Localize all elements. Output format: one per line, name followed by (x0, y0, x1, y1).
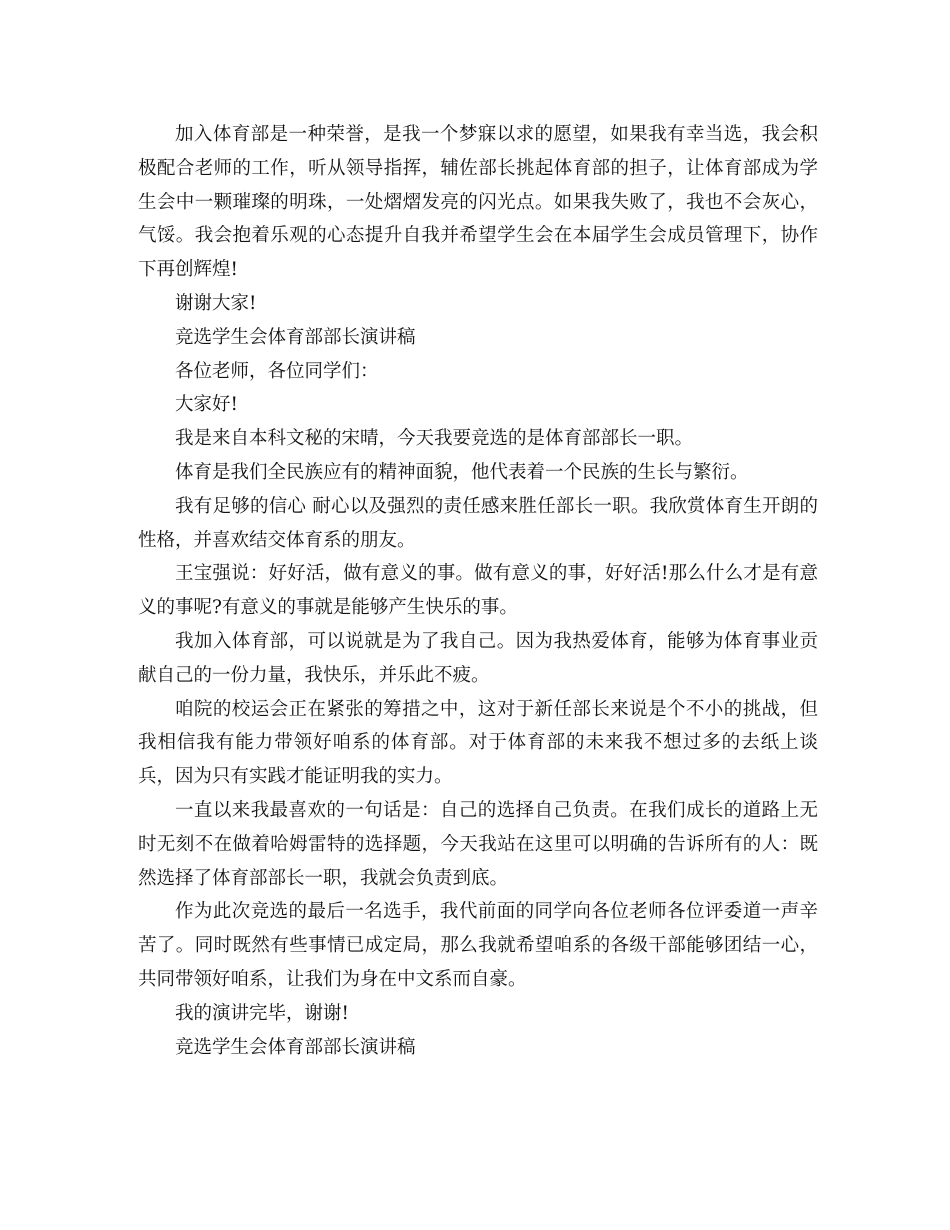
paragraph-13: 作为此次竞选的最后一名选手，我代前面的同学向各位老师各位评委道一声辛苦了。同时既然有些事情已成定局，那么我就希望咱系的各级干部能够团结一心，共同带领好咱系，让我们为身在中文系而自豪。 (138, 901, 818, 990)
paragraph-15: 竞选学生会体育部部长演讲稿 (175, 1036, 416, 1058)
paragraph-1: 加入体育部是一种荣誉，是我一个梦寐以求的愿望，如果我有幸当选，我会积极配合老师的工作，听从领导指挥，辅佐部长挑起体育部的担子，让体育部成为学生会中一颗璀璨的明珠，一处熠熠发亮的闪光点。如果我失败了，我也不会灰心，气馁。我会抱着乐观的心态提升自我并希望学生会在本届学生会成员管理下，协作下再创辉煌! (138, 124, 818, 281)
paragraph-7: 体育是我们全民族应有的精神面貌，他代表着一个民族的生长与繁衍。 (175, 461, 749, 483)
paragraph-12: 一直以来我最喜欢的一句话是：自己的选择自己负责。在我们成长的道路上无时无刻不在做着哈姆雷特的选择题，今天我站在这里可以明确的告诉所有的人：既然选择了体育部部长一职，我就会负责到底。 (138, 799, 818, 889)
paragraph-5: 大家好! (175, 394, 238, 416)
document-body (138, 118, 818, 1064)
paragraph-11: 咱院的校运会正在紧张的筹措之中，这对于新任部长来说是个不小的挑战，但我相信我有能力带领好咱系的体育部。对于体育部的未来我不想过多的去纸上谈兵，因为只有实践才能证明我的实力。 (138, 698, 818, 788)
paragraph-4: 各位老师，各位同学们： (175, 360, 379, 382)
paragraph-6: 我是来自本科文秘的宋晴，今天我要竞选的是体育部部长一职。 (175, 428, 694, 450)
paragraph-10: 我加入体育部，可以说就是为了我自己。因为我热爱体育，能够为体育事业贡献自己的一份力量，我快乐，并乐此不疲。 (138, 630, 818, 686)
paragraph-3: 竞选学生会体育部部长演讲稿 (175, 326, 416, 348)
paragraph-9: 王宝强说：好好活，做有意义的事。做有意义的事，好好活!那么什么才是有意义的事呢?有意义的事就是能够产生快乐的事。 (138, 563, 818, 619)
paragraph-8: 我有足够的信心 耐心以及强烈的责任感来胜任部长一职。我欣赏体育生开朗的性格，并喜欢结交体育系的朋友。 (138, 495, 818, 551)
paragraph-14: 我的演讲完毕，谢谢! (175, 1002, 349, 1024)
paragraph-2: 谢谢大家! (175, 292, 257, 314)
